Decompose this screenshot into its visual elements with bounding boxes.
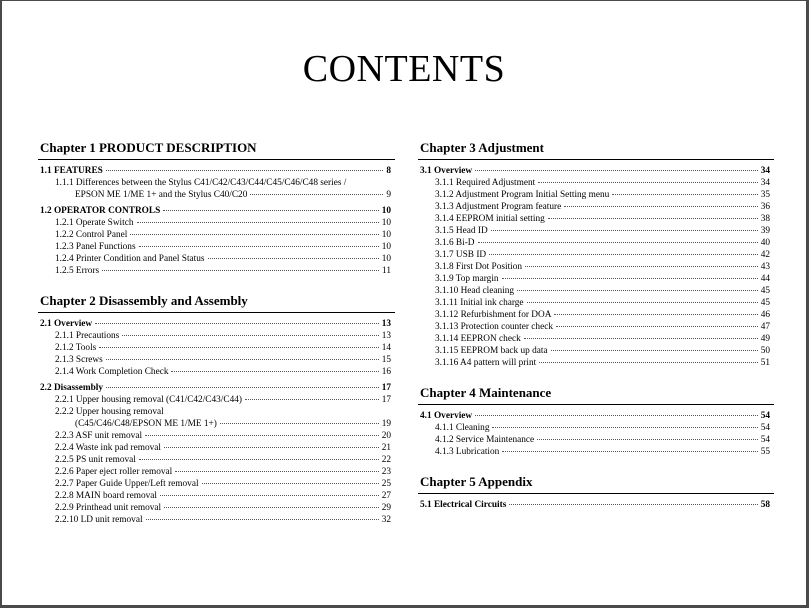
toc-entry[interactable] (418, 177, 774, 189)
toc-page-number: 17 (381, 395, 391, 405)
toc-entry-label: 5.1 Electrical Circuits (420, 500, 507, 510)
dot-leader (475, 170, 758, 171)
toc-entry[interactable] (38, 394, 395, 406)
dot-leader (556, 326, 758, 327)
toc-page-number: 51 (760, 358, 770, 368)
toc-page-number: 42 (760, 250, 770, 260)
toc-page-number: 29 (381, 503, 391, 513)
toc-entry[interactable] (418, 410, 774, 422)
chapter-entries (38, 318, 395, 526)
toc-entry[interactable] (38, 330, 395, 342)
toc-page-number: 46 (760, 310, 770, 320)
toc-entry-label: 2.2.9 Printhead unit removal (55, 503, 162, 513)
toc-entry[interactable] (38, 217, 395, 229)
toc-entry[interactable] (38, 253, 395, 265)
dot-leader (99, 347, 378, 348)
toc-page-number: 14 (381, 343, 391, 353)
chapter-entries (418, 410, 774, 458)
dot-leader (164, 447, 379, 448)
dot-leader (489, 254, 758, 255)
toc-page-number: 32 (381, 515, 391, 525)
toc-entry-label: 3.1.2 Adjustment Program Initial Setting menu (435, 190, 610, 200)
toc-entry-label: 1.2.3 Panel Functions (55, 242, 136, 252)
dot-leader (130, 234, 378, 235)
toc-entry[interactable] (38, 342, 395, 354)
toc-entry-label: 3.1.7 USB ID (435, 250, 487, 260)
dot-leader (139, 246, 379, 247)
dot-leader (517, 290, 758, 291)
toc-column-right (418, 139, 774, 511)
toc-entry[interactable] (38, 366, 395, 378)
toc-entry-label: 2.2.5 PS unit removal (55, 455, 136, 465)
toc-entry[interactable] (38, 354, 395, 366)
toc-entry[interactable] (418, 499, 774, 511)
toc-entry-label: 3.1.5 Head ID (435, 226, 488, 236)
toc-entry[interactable] (418, 309, 774, 321)
chapter-entries (38, 165, 395, 277)
dot-leader (551, 350, 758, 351)
toc-entry-label: 3.1.11 Initial ink charge (435, 298, 524, 308)
toc-entry-label: 1.1 FEATURES (40, 166, 103, 176)
toc-entry-label: 3.1.13 Protection counter check (435, 322, 553, 332)
toc-entry[interactable] (38, 490, 395, 502)
toc-entry-label: EPSON ME 1/ME 1+ and the Stylus C40/C20 (75, 190, 248, 200)
toc-entry[interactable] (38, 189, 395, 201)
toc-entry-label: 2.2.4 Waste ink pad removal (55, 443, 161, 453)
toc-entry[interactable] (418, 434, 774, 446)
chapter-entries (418, 165, 774, 369)
toc-entry-label: 3.1.4 EEPROM initial setting (435, 214, 545, 224)
toc-page-number: 38 (760, 214, 770, 224)
toc-page-number: 10 (381, 230, 391, 240)
toc-page-number: 19 (381, 419, 391, 429)
toc-entry-label: 2.2.7 Paper Guide Upper/Left removal (55, 479, 199, 489)
toc-page-number: 10 (381, 254, 391, 264)
chapter-title[interactable]: Chapter 4 Maintenance (418, 384, 774, 405)
toc-entry[interactable] (38, 241, 395, 253)
toc-page-number: 49 (760, 334, 770, 344)
toc-entry-label: 1.2.4 Printer Condition and Panel Status (55, 254, 205, 264)
toc-entry-label: 1.2 OPERATOR CONTROLS (40, 206, 161, 216)
toc-page-number: 45 (760, 298, 770, 308)
toc-entry-label: 2.2 Disassembly (40, 383, 104, 393)
toc-page-number: 50 (760, 346, 770, 356)
dot-leader (564, 206, 757, 207)
toc-page-number: 45 (760, 286, 770, 296)
toc-page-number: 54 (760, 435, 770, 445)
toc-entry-label: 3.1.10 Head cleaning (435, 286, 514, 296)
toc-entry-label: 3.1.9 Top margin (435, 274, 499, 284)
toc-entry-label: 3.1.12 Refurbishment for DOA (435, 310, 552, 320)
toc-entry-label: 4.1.3 Lubrication (435, 447, 500, 457)
toc-column-left (38, 139, 395, 526)
dot-leader (163, 210, 378, 211)
toc-entry-label: 1.2.5 Errors (55, 266, 100, 276)
dot-leader (171, 371, 378, 372)
toc-entry[interactable] (38, 442, 395, 454)
toc-entry[interactable] (418, 189, 774, 201)
dot-leader (525, 266, 758, 267)
dot-leader (491, 230, 758, 231)
toc-page-number: 47 (760, 322, 770, 332)
dot-leader (509, 504, 757, 505)
toc-entry[interactable] (418, 273, 774, 285)
toc-page-number: 23 (381, 467, 391, 477)
toc-entry-label: 2.1 Overview (40, 319, 93, 329)
toc-entry[interactable] (418, 261, 774, 273)
toc-entry[interactable] (38, 502, 395, 514)
toc-entry[interactable] (418, 422, 774, 434)
page-title: CONTENTS (302, 48, 506, 90)
toc-entry[interactable] (418, 357, 774, 369)
toc-entry-label: 2.2.6 Paper eject roller removal (55, 467, 173, 477)
toc-entry[interactable] (418, 321, 774, 333)
dot-leader (548, 218, 758, 219)
dot-leader (554, 314, 757, 315)
toc-page-number: 10 (381, 206, 391, 216)
toc-entry-label: 4.1.1 Cleaning (435, 423, 490, 433)
toc-entry-label: 1.2.2 Control Panel (55, 230, 128, 240)
chapter-5 (418, 473, 774, 511)
toc-entry-label: 2.1.4 Work Completion Check (55, 367, 169, 377)
dot-leader (102, 270, 379, 271)
dot-leader (160, 495, 379, 496)
toc-page-number: 43 (760, 262, 770, 272)
toc-page-number: 54 (760, 423, 770, 433)
toc-entry[interactable] (38, 265, 395, 277)
toc-entry[interactable] (38, 165, 395, 177)
toc-page-number: 17 (381, 383, 391, 393)
chapter-entries (418, 499, 774, 511)
toc-page-number: 11 (382, 266, 391, 276)
dot-leader (208, 258, 379, 259)
toc-entry[interactable] (38, 229, 395, 241)
toc-entry[interactable] (38, 454, 395, 466)
dot-leader (122, 335, 378, 336)
toc-entry[interactable] (38, 318, 395, 330)
toc-entry-label: 3.1.6 Bi-D (435, 238, 475, 248)
toc-entry[interactable] (38, 430, 395, 442)
toc-page-number: 44 (760, 274, 770, 284)
toc-entry-label: 3.1.8 First Dot Position (435, 262, 523, 272)
chapter-title[interactable]: Chapter 5 Appendix (418, 473, 774, 494)
toc-page-number: 54 (760, 411, 770, 421)
toc-page-number: 25 (381, 479, 391, 489)
dot-leader (502, 278, 758, 279)
toc-page-number: 20 (381, 431, 391, 441)
toc-page-number: 34 (760, 178, 770, 188)
dot-leader (139, 459, 379, 460)
toc-entry[interactable] (38, 514, 395, 526)
toc-entry[interactable] (418, 225, 774, 237)
toc-entry-label: 3.1.1 Required Adjustment (435, 178, 536, 188)
toc-page-number: 55 (760, 447, 770, 457)
toc-entry[interactable] (418, 213, 774, 225)
toc-page-number: 34 (760, 166, 770, 176)
dot-leader (475, 415, 758, 416)
dot-leader (612, 194, 757, 195)
toc-entry-label: 4.1 Overview (420, 411, 473, 421)
toc-entry-label: 3.1.14 EEPRON check (435, 334, 521, 344)
dot-leader (164, 507, 379, 508)
toc-page-number: 13 (381, 331, 391, 341)
toc-entry[interactable] (418, 285, 774, 297)
dot-leader (137, 222, 379, 223)
toc-entry[interactable] (38, 177, 395, 189)
chapter-3 (418, 139, 774, 369)
toc-entry-label: 4.1.2 Service Maintenance (435, 435, 535, 445)
chapter-2 (38, 292, 395, 526)
toc-entry-label: 3.1 Overview (420, 166, 473, 176)
dot-leader (146, 519, 379, 520)
dot-leader (202, 483, 379, 484)
toc-page-number: 58 (760, 500, 770, 510)
dot-leader (145, 435, 379, 436)
toc-entry-label: 2.1.2 Tools (55, 343, 97, 353)
dot-leader (524, 338, 758, 339)
toc-entry-label: 1.2.1 Operate Switch (55, 218, 134, 228)
toc-page-number: 36 (760, 202, 770, 212)
toc-entry[interactable] (418, 297, 774, 309)
dot-leader (492, 427, 757, 428)
dot-leader (245, 399, 379, 400)
toc-page-number: 10 (381, 242, 391, 252)
toc-entry-label: 3.1.3 Adjustment Program feature (435, 202, 562, 212)
dot-leader (220, 423, 379, 424)
toc-entry[interactable] (38, 382, 395, 394)
toc-entry[interactable] (38, 418, 395, 430)
dot-leader (95, 323, 379, 324)
toc-page-number: 39 (760, 226, 770, 236)
toc-entry-label: 2.2.3 ASF unit removal (55, 431, 143, 441)
toc-entry-label: 2.1.3 Screws (55, 355, 103, 365)
dot-leader (478, 242, 758, 243)
toc-entry-label: 2.2.10 LD unit removal (55, 515, 143, 525)
toc-page-number: 13 (381, 319, 391, 329)
toc-entry[interactable] (38, 205, 395, 217)
toc-entry-label: 2.1.1 Precautions (55, 331, 120, 341)
toc-entry-label: 2.2.8 MAIN board removal (55, 491, 157, 501)
toc-entry[interactable] (38, 466, 395, 478)
toc-entry-label: 2.2.2 Upper housing removal (55, 407, 164, 417)
toc-entry[interactable] (38, 478, 395, 490)
toc-entry[interactable] (418, 201, 774, 213)
toc-entry[interactable] (418, 249, 774, 261)
toc-page-number: 21 (381, 443, 391, 453)
toc-entry-label: 3.1.15 EEPROM back up data (435, 346, 548, 356)
chapter-4 (418, 384, 774, 458)
dot-leader (502, 451, 757, 452)
dot-leader (175, 471, 379, 472)
toc-page-number: 16 (381, 367, 391, 377)
toc-entry[interactable] (418, 345, 774, 357)
dot-leader (537, 439, 758, 440)
toc-entry-label: 1.1.1 Differences between the Stylus C41/C42/C43/C44/C45/C46/C48 series / (55, 178, 347, 188)
toc-page-number: 10 (381, 218, 391, 228)
chapter-1 (38, 139, 395, 277)
dot-leader (538, 182, 758, 183)
toc-entry[interactable] (418, 446, 774, 458)
toc-entry[interactable] (38, 406, 395, 418)
dot-leader (106, 387, 379, 388)
toc-page-number: 27 (381, 491, 391, 501)
toc-entry[interactable] (418, 165, 774, 177)
toc-entry[interactable] (418, 333, 774, 345)
toc-page-number: 40 (760, 238, 770, 248)
toc-entry-label: 2.2.1 Upper housing removal (C41/C42/C43/C44) (55, 395, 242, 405)
toc-page-number: 8 (386, 166, 391, 176)
toc-page-number: 35 (760, 190, 770, 200)
toc-page-number: 15 (381, 355, 391, 365)
chapter-title[interactable]: Chapter 2 Disassembly and Assembly (38, 292, 395, 313)
dot-leader (539, 362, 757, 363)
toc-page-number: 9 (386, 190, 391, 200)
dot-leader (106, 359, 379, 360)
toc-entry[interactable] (418, 237, 774, 249)
chapter-title[interactable]: Chapter 3 Adjustment (418, 139, 774, 160)
toc-page-number: 22 (381, 455, 391, 465)
dot-leader (527, 302, 758, 303)
toc-entry-label: 3.1.16 A4 pattern will print (435, 358, 537, 368)
chapter-title[interactable]: Chapter 1 PRODUCT DESCRIPTION (38, 139, 395, 160)
dot-leader (106, 170, 383, 171)
toc-entry-label: (C45/C46/C48/EPSON ME 1/ME 1+) (75, 419, 217, 429)
dot-leader (250, 194, 383, 195)
